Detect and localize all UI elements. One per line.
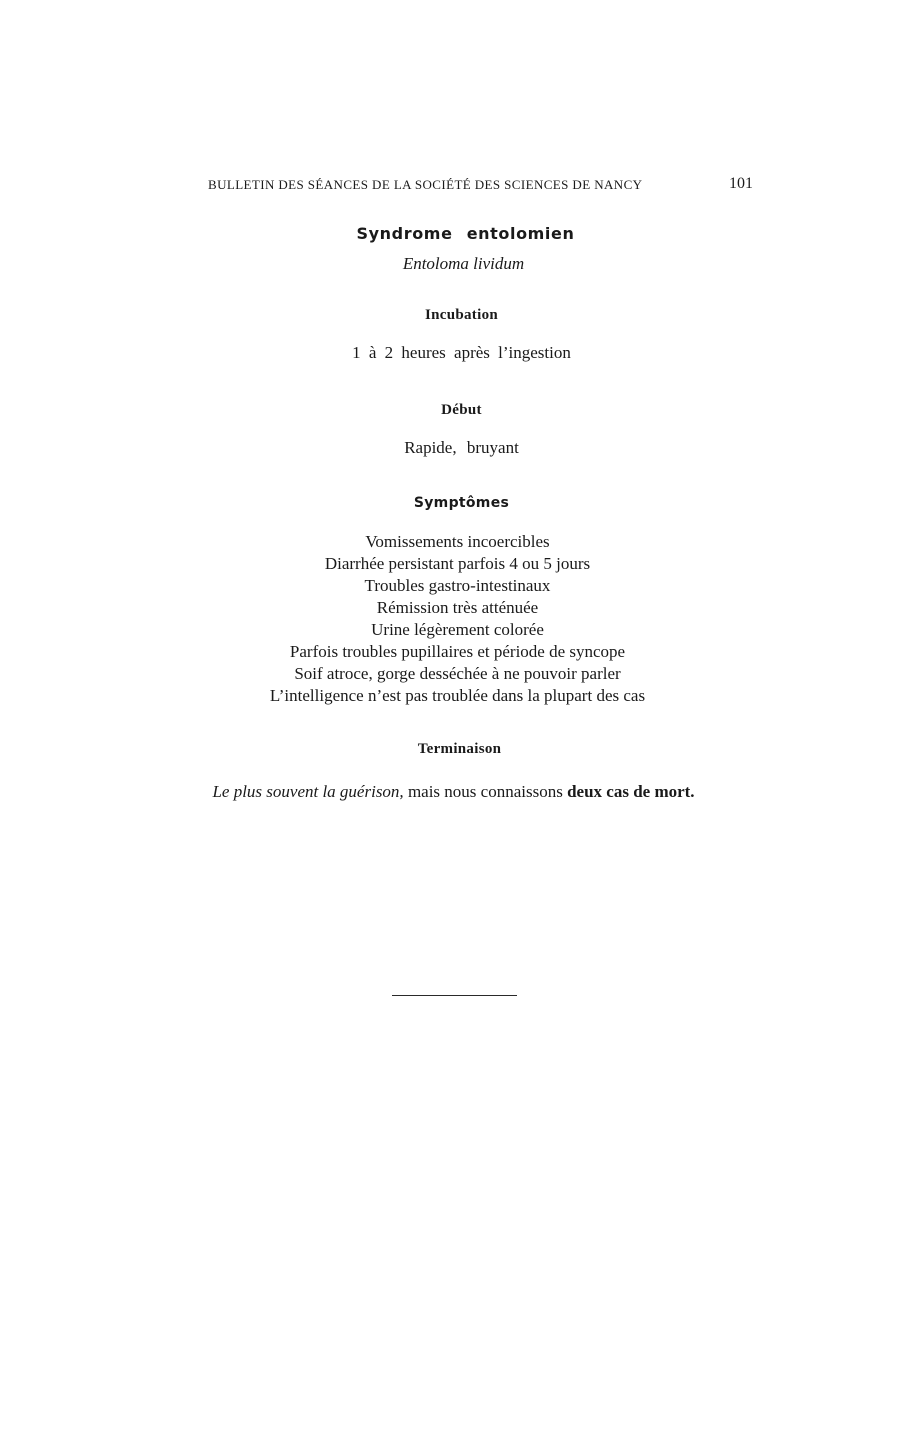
symptom-item: Troubles gastro-intestinaux	[364, 576, 551, 595]
running-title: BULLETIN DES SÉANCES DE LA SOCIÉTÉ DES SCIENCES DE NANCY	[208, 177, 643, 192]
heading-debut: Début	[441, 402, 482, 418]
symptom-item: Urine légèrement colorée	[371, 620, 544, 639]
syndrome-title: Syndrome entolomien	[356, 224, 575, 243]
symptom-item: Soif atroce, gorge desséchée à ne pouvoir parler	[294, 664, 621, 683]
symptom-item: L’intelligence n’est pas troublée dans la plupart des cas	[269, 686, 646, 705]
symptom-item: Vomissements incoercibles	[365, 532, 550, 551]
page-number: 101	[729, 175, 753, 192]
terminaison-italic: Le plus souvent la guérison,	[212, 782, 404, 801]
symptom-item: Parfois troubles pupillaires et période de syncope	[289, 642, 626, 661]
symptom-list	[0, 531, 915, 707]
heading-incubation: Incubation	[424, 307, 499, 323]
species-subtitle: Entoloma lividum	[402, 254, 525, 273]
terminaison-bold: deux cas de mort.	[567, 782, 695, 801]
terminaison-text	[0, 782, 911, 802]
incubation-text: 1 à 2 heures après l’ingestion	[352, 343, 571, 362]
heading-terminaison: Terminaison	[417, 741, 502, 757]
symptom-item: Rémission très atténuée	[376, 598, 539, 617]
terminaison-normal: mais nous connaissons	[403, 782, 568, 801]
running-header	[208, 175, 753, 195]
end-rule	[392, 995, 517, 996]
debut-text: Rapide, bruyant	[404, 438, 519, 457]
heading-symptomes: Symptômes	[413, 495, 510, 511]
symptom-item: Diarrhée persistant parfois 4 ou 5 jours	[324, 554, 591, 573]
